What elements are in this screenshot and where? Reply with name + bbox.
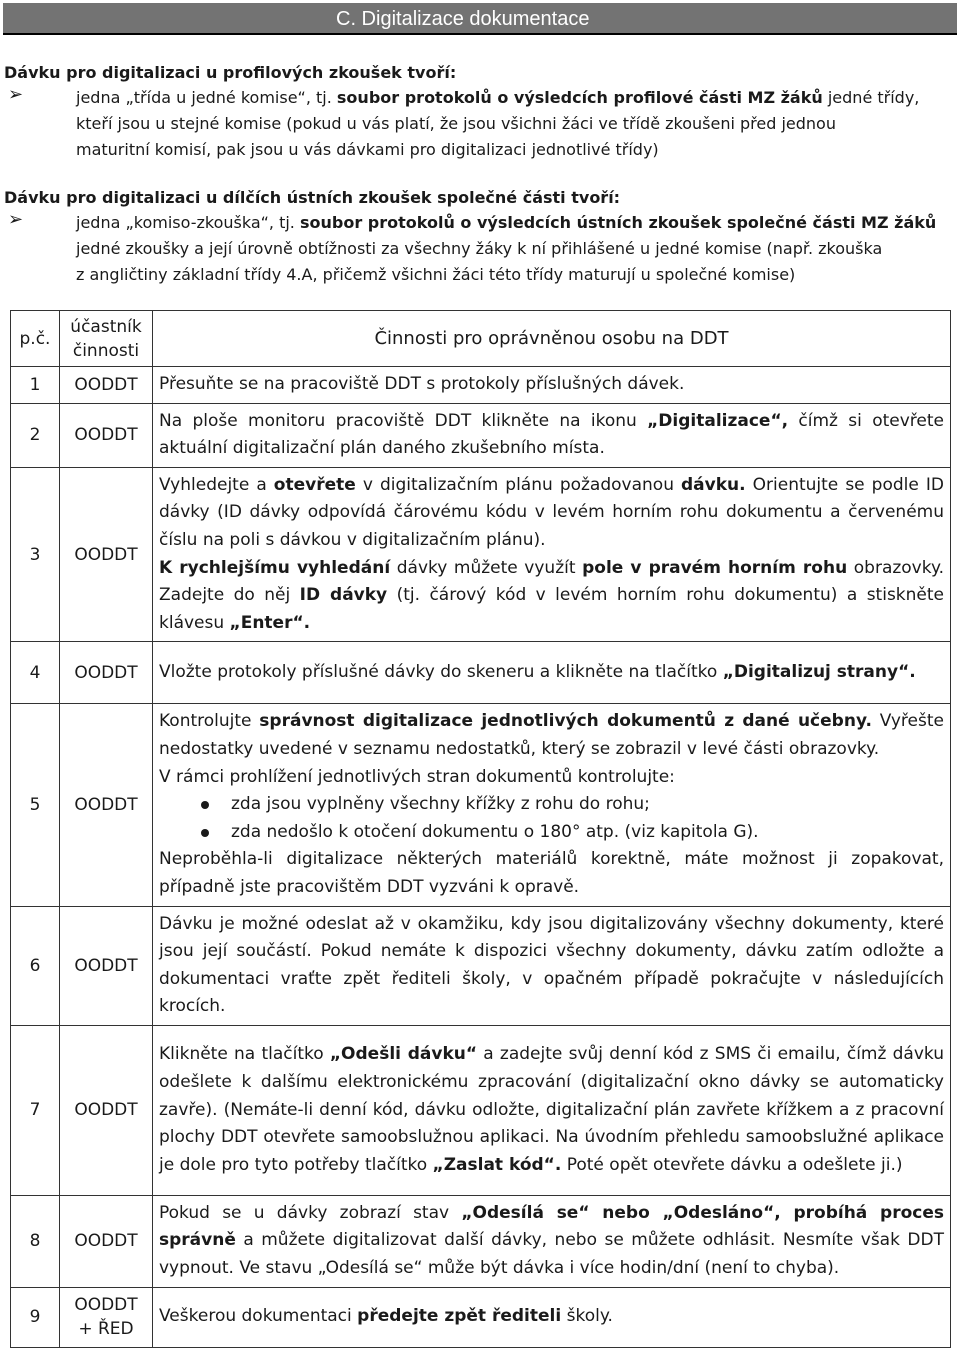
steps-table	[10, 310, 951, 1348]
row-activity: Veškerou dokumentaci předejte zpět řediteli školy.	[153, 1287, 951, 1347]
row-num: 6	[11, 906, 60, 1025]
section1-heading: Dávku pro digitalizaci u profilových zkoušek tvoří:	[4, 63, 457, 82]
row-activity: Přesuňte se na pracoviště DDT s protokoly příslušných dávek.	[153, 367, 951, 404]
row-num: 1	[11, 367, 60, 404]
row-who: OODDT	[60, 1025, 153, 1195]
section-title: C. Digitalizace dokumentace	[336, 8, 590, 30]
row-num: 4	[11, 642, 60, 704]
table-row	[11, 906, 951, 1025]
row-activity: Pokud se u dávky zobrazí stav „Odesílá se“ nebo „Odesláno“, probíhá proces správně a můžete digitalizovat další dávky, nebo se můžete odhlásit. Nesmíte však DDT vypnout. Ve stavu „Odesílá se“ může být dávka i více hodin/dní (není to chyba).	[153, 1195, 951, 1287]
table-row	[11, 1195, 951, 1287]
section1-line1: jedna „třída u jedné komise“, tj. soubor protokolů o výsledcích profilové části MZ žáků jedné třídy,	[76, 88, 920, 107]
section2-heading: Dávku pro digitalizaci u dílčích ústních zkoušek společné části tvoří:	[4, 188, 621, 207]
row-who: OODDT	[60, 1195, 153, 1287]
row-activity: Dávku je možné odeslat až v okamžiku, kdy jsou digitalizovány všechny dokumenty, které jsou její součástí. Pokud nemáte k dispozici všechny dokumenty, dávku zatím odložte a dokumentaci vraťte zpět řediteli školy, v opačném případě pokračujte v následujících krocích.	[153, 906, 951, 1025]
table-row	[11, 1287, 951, 1347]
table-header-row	[11, 311, 951, 367]
row-num: 3	[11, 467, 60, 642]
row-num: 5	[11, 704, 60, 906]
table-row	[11, 1025, 951, 1195]
row-who: OODDT	[60, 704, 153, 906]
row-who: OODDT	[60, 467, 153, 642]
header-activity: Činnosti pro oprávněnou osobu na DDT	[153, 311, 951, 367]
arrow-bullet-icon: ➢	[8, 84, 24, 105]
header-who: účastník činnosti	[60, 311, 153, 367]
row-who: OODDT	[60, 367, 153, 404]
section1-line3: maturitní komisí, pak jsou u vás dávkami pro digitalizaci jednotlivé třídy)	[76, 140, 659, 159]
row-activity: Klikněte na tlačítko „Odešli dávku“ a zadejte svůj denní kód z SMS či emailu, čímž dávku odešlete k dalšímu elektronickému zpracování (digitalizační okno dávky se automaticky zavře). (Nemáte-li denní kód, dávku odložte, digitalizační plán zavřete křížkem a z pracovní plochy DDT otevřete samoobslužnou aplikaci. Na úvodním přehledu samoobslužné aplikace je dole pro tyto potřeby tlačítko „Zaslat kód“. Poté opět otevřete dávku a odešlete ji.)	[153, 1025, 951, 1195]
table-row	[11, 467, 951, 642]
table-row	[11, 403, 951, 467]
table-row	[11, 704, 951, 906]
row-who: OODDT	[60, 403, 153, 467]
row-who: OODDT	[60, 642, 153, 704]
section1-line2: kteří jsou u stejné komise (pokud u vás platí, že jsou všichni žáci ve třídě zkoušeni před jednou	[76, 114, 836, 133]
arrow-bullet-icon: ➢	[8, 209, 24, 230]
list-item: zda nedošlo k otočení dokumentu o 180° atp. (viz kapitola G).	[159, 819, 944, 847]
row-who: OODDT	[60, 906, 153, 1025]
row-activity: Vložte protokoly příslušné dávky do skeneru a klikněte na tlačítko „Digitalizuj strany“.	[153, 642, 951, 704]
row-who: OODDT + ŘED	[60, 1287, 153, 1347]
row-num: 9	[11, 1287, 60, 1347]
section2-line2: jedné zkoušky a její úrovně obtížnosti za všechny žáky k ní přihlášené u jedné komise (např. zkouška	[76, 239, 883, 258]
table-row	[11, 642, 951, 704]
section2-line1: jedna „komiso-zkouška“, tj. soubor protokolů o výsledcích ústních zkoušek společné části MZ žáků	[76, 213, 937, 232]
check-list	[159, 791, 944, 846]
row-num: 7	[11, 1025, 60, 1195]
list-item: zda jsou vyplněny všechny křížky z rohu do rohu;	[159, 791, 944, 819]
section2-line3: z angličtiny základní třídy 4.A, přičemž všichni žáci této třídy maturují u společné komise)	[76, 265, 796, 284]
row-activity: Vyhledejte a otevřete v digitalizačním plánu požadovanou dávku. Orientujte se podle ID dávky (ID dávky odpovídá čárovému kódu v levém horním rohu dokumentu a červenému číslu na poli s dávkou v digitalizačním plánu). K rychlejšímu vyhledání dávky můžete využít pole v pravém horním rohu obrazovky. Zadejte do něj ID dávky (tj. čárový kód v levém horním rohu dokumentu) a stiskněte klávesu „Enter“.	[153, 467, 951, 642]
section-title-bar	[3, 3, 957, 35]
row-num: 8	[11, 1195, 60, 1287]
table-row	[11, 367, 951, 404]
row-activity: Kontrolujte správnost digitalizace jednotlivých dokumentů z dané učebny. Vyřešte nedostatky uvedené v seznamu nedostatků, který se zobrazil v levé části obrazovky. V rámci prohlížení jednotlivých stran dokumentů kontrolujte: zda jsou vyplněny všechny křížky z rohu do rohu; zda nedošlo k otočení dokumentu o 180° atp. (viz kapitola G). Neproběhla-li digitalizace některých materiálů korektně, máte možnost ji zopakovat, případně jste pracovištěm DDT vyzváni k opravě.	[153, 704, 951, 906]
row-num: 2	[11, 403, 60, 467]
header-num: p.č.	[11, 311, 60, 367]
row-activity: Na ploše monitoru pracoviště DDT klikněte na ikonu „Digitalizace“, čímž si otevřete aktuální digitalizační plán daného zkušebního místa.	[153, 403, 951, 467]
